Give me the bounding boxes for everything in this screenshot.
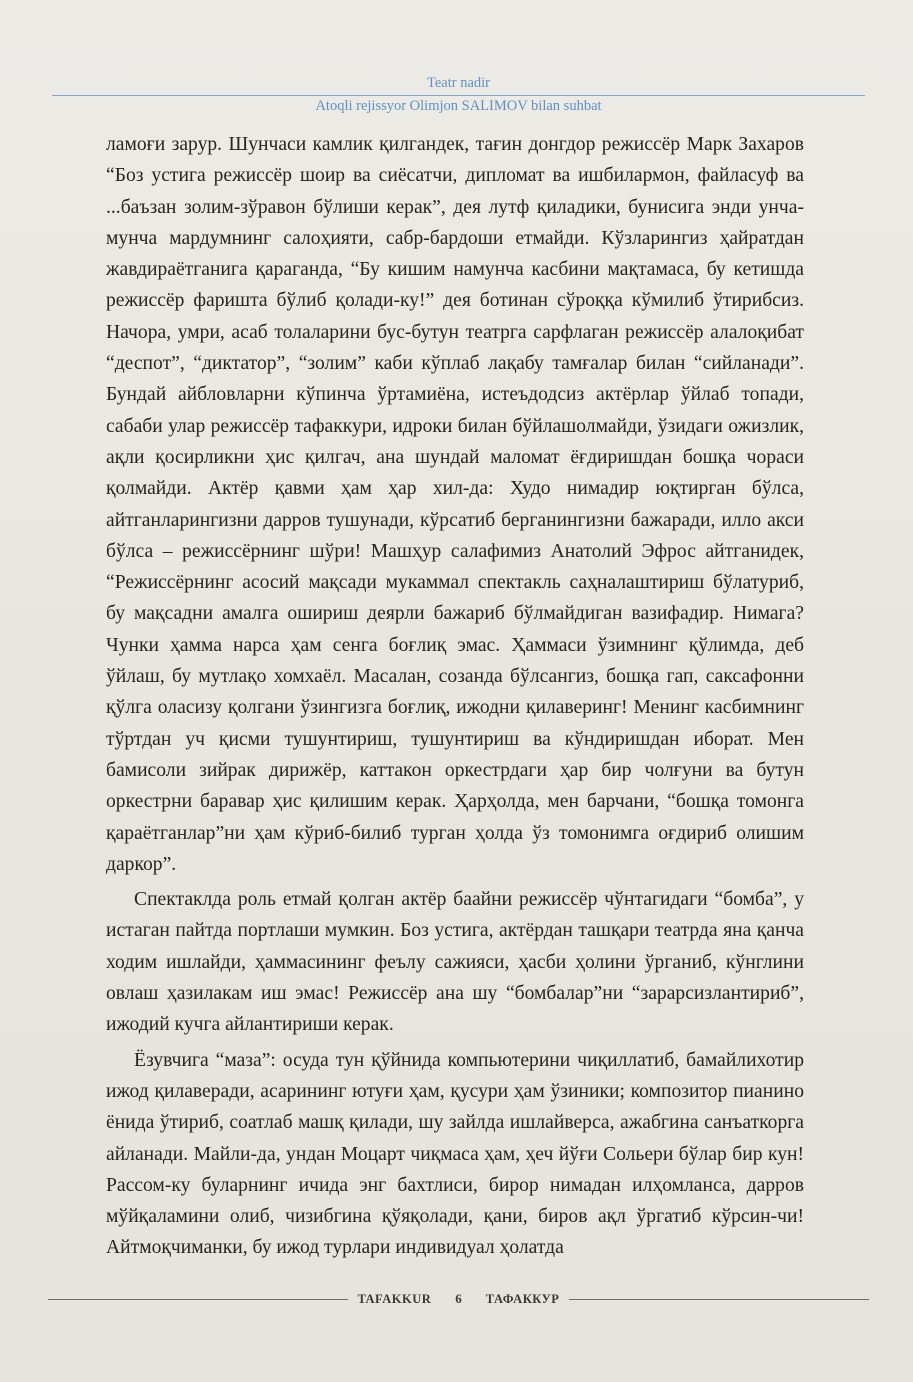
- page-number: 6: [455, 1291, 462, 1306]
- paragraph-1: ламоғи зарур. Шунчаси камлик қилгандек, тағин донгдор режиссёр Марк Захаров “Боз устига режиссёр шоир ва сиёсатчи, дипломат ва ишбилармон, файласуф ва ...баъзан золим-зўравон бўлиши керак”, дея лутф қиладики, бунисига энди унча-мунча мардумнинг салоҳияти, сабр-бардоши етмайди. Кўзларингиз ҳайратдан жавдираётганига қараганда, “Бу кишим намунча касбини мақтамаса, бу кетишда режиссёр фаришта бўлиб қолади-ку!” дея ботинан сўроққа кўмилиб ўтирибсиз. Начора, умри, асаб толаларини бус-бутун театрга сарфлаган режиссёр алалоқибат “деспот”, “диктатор”, “золим” каби кўплаб лақабу тамғалар билан “сийланади”. Бундай айбловларни кўпинча ўртамиёна, истеъдодсиз актёрлар ўйлаб топади, сабаби улар режиссёр тафаккури, идроки билан бўйлашолмайди, ўзидаги ожизлик, ақли қосирликни ҳис қилгач, ана шундай маломат ёғдиришдан бошқа чораси қолмайди. Актёр қавми ҳам ҳар хил-да: Худо нимадир юқтирган бўлса, айтганларингизни дарров тушунади, кўрсатиб берганингизни бажаради, илло акси бўлса – режиссёрнинг шўри! Машҳур салафимиз Анатолий Эфрос айтганидек, “Режиссёрнинг асосий мақсади мукаммал спектакль саҳналаштириш бўлатуриб, бу мақсадни амалга ошириш деярли бажариб бўлмайдиган вазифадир. Нимага? Чунки ҳамма нарса ҳам сенга боғлиқ эмас. Ҳаммаси ўзимнинг қўлимда, деб ўйлаш, бу мутлақо хомхаёл. Масалан, созанда бўлсангиз, бошқа гап, саксафонни қўлга оласизу қолгани ўзингизга боғлиқ, ижодни қилаверинг! Менинг касбимнинг тўртдан уч қисми тушунтириш, тушунтириш ва кўндиришдан иборат. Мен бамисоли зийрак дирижёр, каттакон оркестрдаги ҳар бир чолғуни ва бутун оркестрни баравар ҳис қилишим керак. Ҳарҳолда, мен барчани, “бошқа томонга қараётганлар”ни ҳам кўриб-билиб турган ҳолда ўз томонимга оғдириб олишим даркор”.: [106, 134, 804, 875]
- article-body: [106, 129, 804, 1264]
- article-subtitle: Atoqli rejissyor Olimjon SALIMOV bilan suhbat: [315, 98, 602, 114]
- header-rule: [52, 95, 865, 96]
- footer-label-latin: TAFAKKUR: [357, 1291, 432, 1306]
- footer-label-cyrillic: ТАФАККУР: [485, 1291, 560, 1306]
- page-footer: [48, 1289, 869, 1309]
- footer-rule-left: [48, 1299, 348, 1300]
- footer-rule-right: [569, 1299, 869, 1300]
- paragraph-3: Ёзувчига “маза”: осуда тун қўйнида компьютерини чиқиллатиб, бамайлихотир ижод қилаверади, асарининг ютуғи ҳам, қусури ҳам ўзиники; композитор пианино ёнида ўтириб, соатлаб машқ қилади, шу зайлда ишлайверса, ажабгина санъаткорга айланади. Майли-да, ундан Моцарт чиқмаса ҳам, ҳеч йўғи Сольери бўлар бир кун! Рассом-ку буларнинг ичида энг бахтлиси, бирор нимадан илҳомланса, дарров мўйқаламини олиб, чизибгина қўяқолади, қани, биров ақл ўргатиб кўрсин-чи! Айтмоқчиманки, бу ижод турлари индивидуал ҳолатда: [106, 1049, 804, 1259]
- section-title: Teatr nadir: [427, 75, 490, 91]
- running-header: [52, 74, 865, 115]
- paragraph-2: Спектаклда роль етмай қолган актёр баайни режиссёр чўнтагидаги “бомба”, у истаган пайтда портлаши мумкин. Боз устига, актёрдан ташқари театрда яна қанча ходим ишлайди, ҳаммасининг феълу сажияси, ҳасби ҳолини ўрганиб, кўнглини овлаш ҳазилакам иш эмас! Режиссёр ана шу “бомбалар”ни “зарарсизлантириб”, ижодий кучга айлантириши керак.: [106, 889, 804, 1036]
